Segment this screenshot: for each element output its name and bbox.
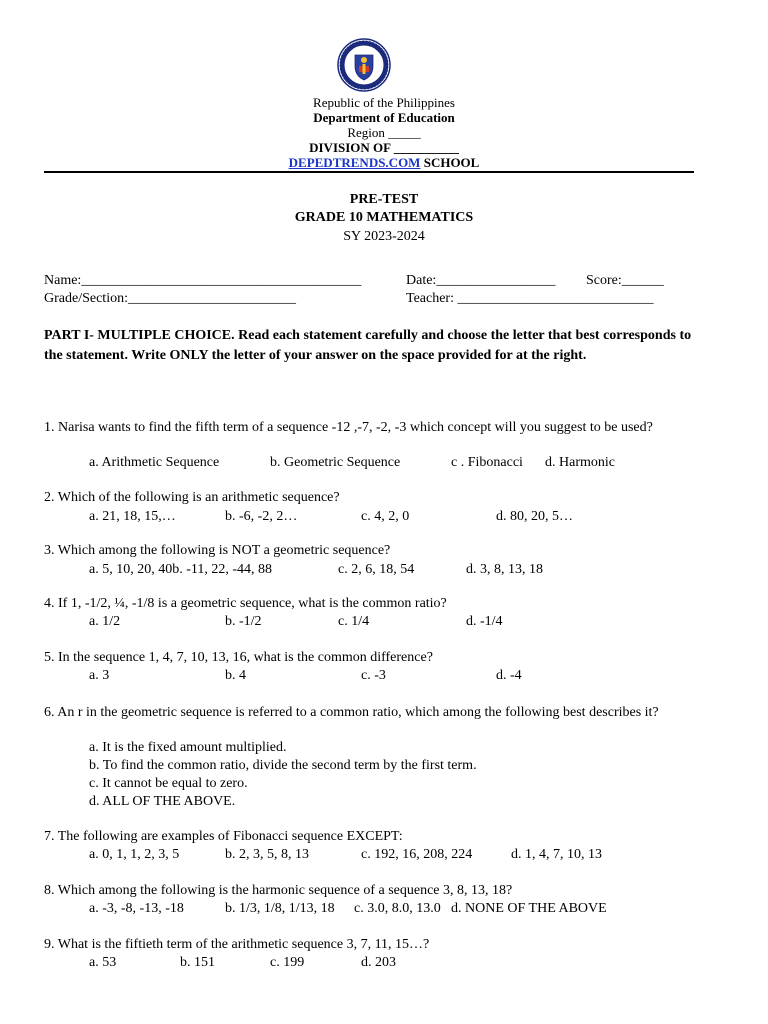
q2-option-d: d. 80, 20, 5… xyxy=(496,509,573,524)
q2-option-a: a. 21, 18, 15,… xyxy=(89,509,176,524)
school-link[interactable]: DEPEDTRENDS.COM xyxy=(288,155,421,170)
deped-seal-logo xyxy=(337,38,391,92)
q5-option-a: a. 3 xyxy=(89,668,110,683)
q3-option-ab: a. 5, 10, 20, 40b. -11, 22, -44, 88 xyxy=(89,562,273,577)
q3-option-d: d. 3, 8, 13, 18 xyxy=(466,562,543,577)
q7-option-a: a. 0, 1, 1, 2, 3, 5 xyxy=(89,847,180,862)
q8-option-b: b. 1/3, 1/8, 1/13, 18 xyxy=(225,901,335,916)
question-9: 9. What is the fiftieth term of the arithmetic sequence 3, 7, 11, 15…? xyxy=(44,937,430,952)
header-divider xyxy=(44,171,694,173)
q7-option-c: c. 192, 16, 208, 224 xyxy=(361,847,473,862)
teacher-field: Teacher: ____________________________ xyxy=(406,291,654,306)
score-field: Score:______ xyxy=(586,273,664,288)
question-8: 8. Which among the following is the harmonic sequence of a sequence 3, 8, 13, 18? xyxy=(44,883,513,898)
q9-option-c: c. 199 xyxy=(270,955,305,970)
q4-option-c: c. 1/4 xyxy=(338,614,370,629)
q9-option-a: a. 53 xyxy=(89,955,117,970)
date-field: Date:_________________ xyxy=(406,273,556,288)
title-subject: GRADE 10 MATHEMATICS xyxy=(294,210,474,225)
school-line xyxy=(0,155,768,171)
q7-option-b: b. 2, 3, 5, 8, 13 xyxy=(225,847,309,862)
question-6: 6. An r in the geometric sequence is referred to a common ratio, which among the following best describes it? xyxy=(44,705,659,720)
q8-option-d: d. NONE OF THE ABOVE xyxy=(451,901,607,916)
instructions: PART I- MULTIPLE CHOICE. Read each statement carefully and choose the letter that best corresponds to the statement. Write ONLY the letter of your answer on the space provided for at the right. xyxy=(44,328,692,363)
division-line: DIVISION OF __________ xyxy=(309,140,459,155)
question-5: 5. In the sequence 1, 4, 7, 10, 13, 16, what is the common difference? xyxy=(44,650,433,665)
question-7: 7. The following are examples of Fibonacci sequence EXCEPT: xyxy=(44,829,403,844)
q7-option-d: d. 1, 4, 7, 10, 13 xyxy=(511,847,602,862)
q1-option-d: d. Harmonic xyxy=(545,455,615,470)
name-field: Name:________________________________________ xyxy=(44,273,362,288)
q1-option-c: c . Fibonacci xyxy=(451,455,523,470)
q6-option-b: b. To find the common ratio, divide the second term by the first term. xyxy=(89,758,477,773)
school-suffix: SCHOOL xyxy=(420,155,480,170)
q9-option-b: b. 151 xyxy=(180,955,215,970)
republic-line: Republic of the Philippines xyxy=(313,95,455,110)
q6-option-d: d. ALL OF THE ABOVE. xyxy=(89,794,236,809)
q5-option-d: d. -4 xyxy=(496,668,522,683)
title-school-year: SY 2023-2024 xyxy=(343,229,425,244)
grade-section-field: Grade/Section:________________________ xyxy=(44,291,296,306)
q6-option-c: c. It cannot be equal to zero. xyxy=(89,776,248,791)
q1-option-b: b. Geometric Sequence xyxy=(270,455,401,470)
q2-option-b: b. -6, -2, 2… xyxy=(225,509,298,524)
q1-option-a: a. Arithmetic Sequence xyxy=(89,455,220,470)
q4-option-b: b. -1/2 xyxy=(225,614,262,629)
q6-option-a: a. It is the fixed amount multiplied. xyxy=(89,740,287,755)
question-2: 2. Which of the following is an arithmetic sequence? xyxy=(44,490,340,505)
q5-option-b: b. 4 xyxy=(225,668,246,683)
q8-option-c: c. 3.0, 8.0, 13.0 xyxy=(354,901,441,916)
q2-option-c: c. 4, 2, 0 xyxy=(361,509,410,524)
question-3: 3. Which among the following is NOT a geometric sequence? xyxy=(44,543,391,558)
question-4: 4. If 1, -1/2, ¼, -1/8 is a geometric sequence, what is the common ratio? xyxy=(44,596,447,611)
q4-option-d: d. -1/4 xyxy=(466,614,503,629)
q8-option-a: a. -3, -8, -13, -18 xyxy=(89,901,184,916)
department-line: Department of Education xyxy=(313,110,455,125)
q4-option-a: a. 1/2 xyxy=(89,614,121,629)
q3-option-c: c. 2, 6, 18, 54 xyxy=(338,562,415,577)
question-1: 1. Narisa wants to find the fifth term of a sequence -12 ,-7, -2, -3 which concept will you suggest to be used? xyxy=(44,420,653,435)
q9-option-d: d. 203 xyxy=(361,955,396,970)
title-pretest: PRE-TEST xyxy=(349,192,419,207)
q5-option-c: c. -3 xyxy=(361,668,386,683)
region-line: Region _____ xyxy=(347,125,421,140)
